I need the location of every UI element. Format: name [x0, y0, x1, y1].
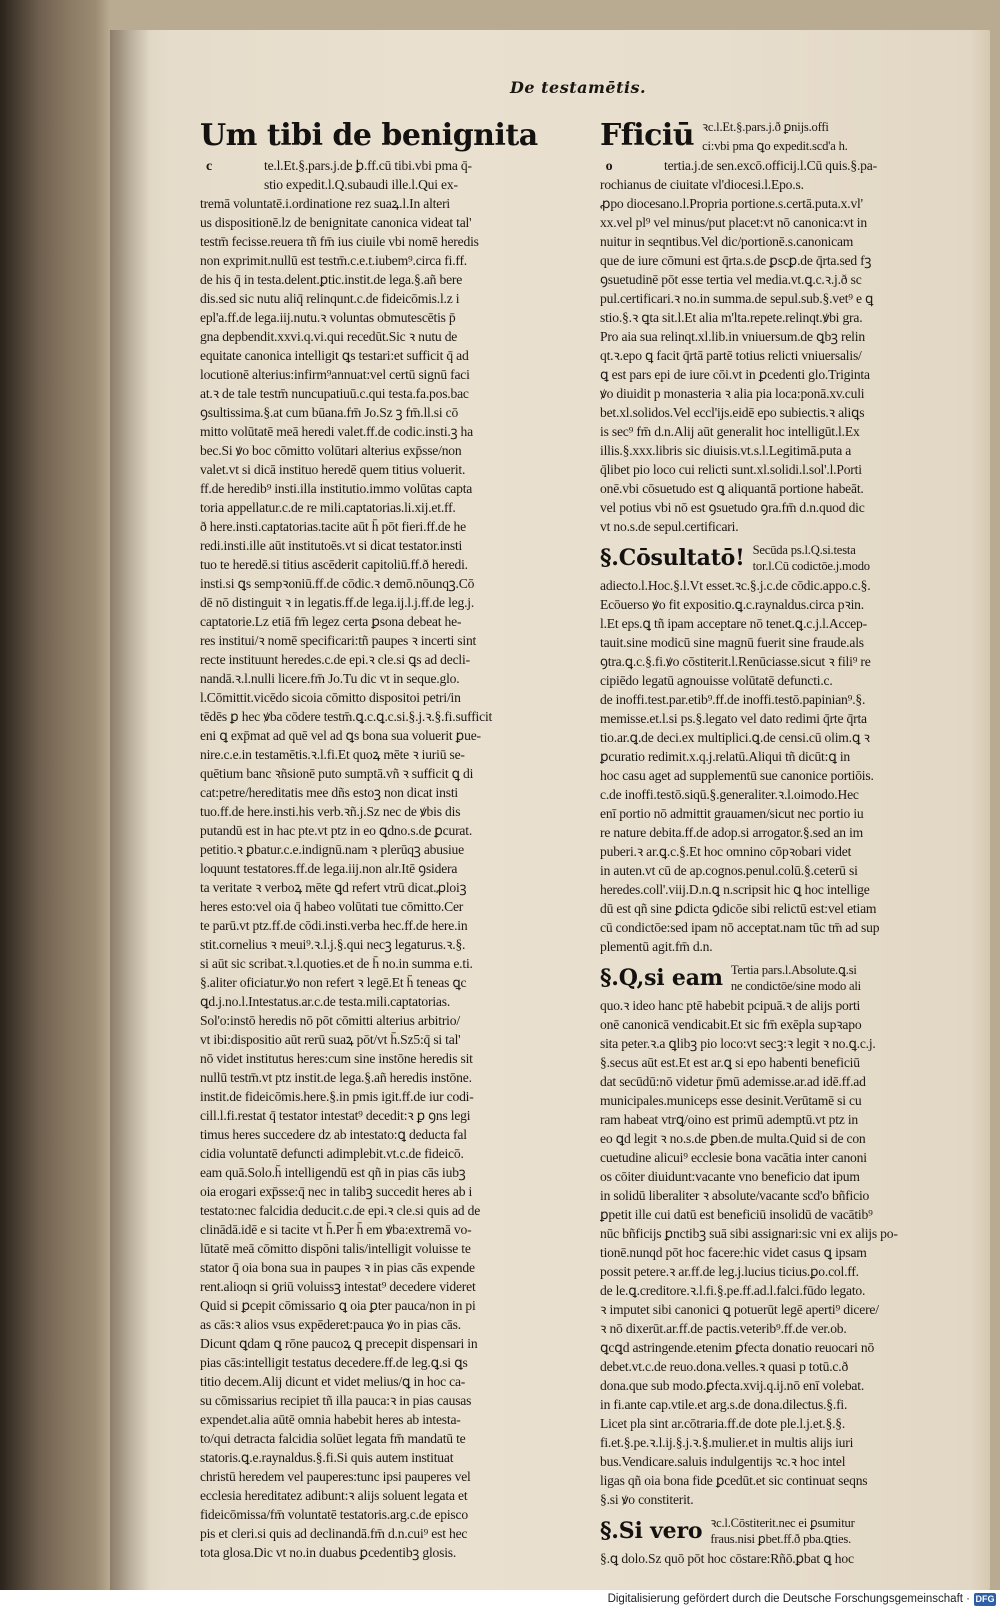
subsection-si-eam — [600, 962, 952, 994]
text-line: quētium banc ꝛñsionē puto sumptā.vñ ꝛ sufficit ꝗ di — [200, 766, 474, 781]
text-line: nō videt institutus heres:cum sine instōne heredis sit — [200, 1051, 473, 1066]
text-line: titio decem.Alij dicunt et videt melius/ꝗ in hoc ca- — [200, 1374, 466, 1389]
text-line: quo.ꝛ ideo hanc ptē habebit pcipuā.ꝛ de alijs porti — [600, 998, 861, 1013]
text-line: pias cās:intelligit testatus decedere.ff.de leg.ꝗ.si ꝗs — [200, 1355, 468, 1370]
text-line: ꝟo diuidit p monasteria ꝛ alia pia loca:ponā.xv.culi — [600, 386, 865, 401]
text-line: locutionē alterius:infirm⁹annuat:vel certū signū faci — [200, 367, 470, 382]
text-line: nūc bñficijs ꝑnctibꝫ suā sibi assignari:sic vni ex alijs po- — [600, 1226, 898, 1241]
right-heading-side-line: ci:vbi pma ꝗo expedit.scd'a h. — [702, 139, 848, 153]
subsection-body-si-eam — [600, 996, 952, 1509]
text-line: os cōiter diuidunt:vacante vno beneficio dat ipum — [600, 1169, 860, 1184]
right-heading-side-line: ꝛc.l.Et.§.pars.j.ð ꝑnijs.offi — [702, 120, 829, 134]
text-line: eni ꝗ exp̄mat ad quē vel ad ꝗs bona sua voluerit ꝑue- — [200, 728, 481, 743]
text-line: tuo.ff.de here.insti.his verb.ꝛñ.j.Sz nec de ꝟbis dis — [200, 804, 461, 819]
right-section-heading: Fficiū — [600, 118, 695, 153]
subsection-heading-si-vero: §.Si vero — [600, 1518, 703, 1544]
text-line: pis et cleri.si quis ad declinandā.fm̄ d.n.cui⁹ est hec — [200, 1526, 468, 1541]
text-line: dē nō distinguit ꝛ in legatis.ff.de lega.ij.l.j.ff.de leg.j. — [200, 595, 475, 610]
text-line: eo ꝗd legit ꝛ no.s.de ꝑben.de multa.Quid si de con — [600, 1131, 866, 1146]
text-line: testato:nec falcidia deducit.c.de epi.ꝛ cle.si quis ad de — [200, 1203, 481, 1218]
text-line: us dispositionē.lz de benignitate canonica videat tal' — [200, 215, 472, 230]
text-line: insti.si ꝗs sempꝛoniū.ff.de cōdic.ꝛ demō.nōunqꝫ.Cō — [200, 576, 475, 591]
text-line: cill.l.fi.restat q̄ testator intestat⁹ decedit:ꝛ ꝑ ꝯns legi — [200, 1108, 471, 1123]
right-heading-side-text: tertia.j.de sen.excō.officij.l.Cū quis.§.pa- — [664, 158, 877, 173]
text-line: mitto volūtatē meā heredi valet.ff.de codic.insti.ꝫ ha — [200, 424, 473, 439]
text-line: statoris.ꝗ.e.raynaldus.§.fi.Si quis autem instituat — [200, 1450, 454, 1465]
left-heading-side-text: te.l.Et.§.pars.j.de ꝧ.ff.cū tibi.vbi pma q̄- — [264, 158, 472, 173]
text-line: heredes.coll'.viij.D.n.ꝗ n.scripsit hic ꝗ hoc intellige — [600, 882, 870, 897]
text-line: vt no.s.de sepul.certificari. — [600, 519, 739, 534]
left-column — [200, 118, 575, 1562]
text-line: puberi.ꝛ ar.ꝗ.c.§.Et hoc omnino cōpꝛobari videt — [600, 844, 852, 859]
text-line: dū est qñ sine ꝑdicta ꝯdicōe sibi relictū est:vel etiam — [600, 901, 877, 916]
text-line: ð here.insti.captatorias.tacite aūt h̄ pōt fieri.ff.de he — [200, 519, 466, 534]
left-initial-letter: c — [205, 159, 212, 174]
subsection-si-vero — [600, 1515, 952, 1547]
digitization-footer — [0, 1590, 1000, 1611]
text-line: ꝗ est pars epi de iure cōi.vt in ꝑcedenti glo.Triginta — [600, 367, 870, 382]
text-line: de inoffi.test.par.etib⁹.ff.de inoffi.testō.papinian⁹.§. — [600, 692, 866, 707]
text-line: §.aliter oficiatur.ꝟo non refert ꝛ legē.Et h̄ teneas ꝗc — [200, 975, 467, 990]
text-line: ꝑcuratio redimit.x.q.j.relatū.Aliqui tñ dicūt:ꝗ in — [600, 749, 851, 764]
text-line: bec.Si ꝟo boc cōmitto volūtari alterius exp̄sse/non — [200, 443, 462, 458]
text-line: de le.ꝗ.creditore.ꝛ.l.fi.§.pe.ff.ad.l.falci.fūdo legato. — [600, 1283, 866, 1298]
text-line: sita peter.ꝛ.a ꝗlibꝫ pio loco:vt secꝫ:ꝛ legit ꝛ no.ꝗ.c.j. — [600, 1036, 876, 1051]
text-line: ꝗd.j.no.l.Intestatus.ar.c.de testa.mili.captatorias. — [200, 994, 451, 1009]
text-line: heres esto:vel oia q̄ habeo volūtati tue cōmitto.Cer — [200, 899, 464, 914]
text-line: in fi.ante cap.vtile.et arg.s.de dona.dilectus.§.fi. — [600, 1397, 848, 1412]
text-line: res institui/ꝛ nomē specificari:tñ paupes ꝛ incerti sint — [200, 633, 477, 648]
text-line: cidia voluntatē defuncti adimplebit.vt.c.de fideicō. — [200, 1146, 464, 1161]
subsection-heading-consultator: §.Cōsultatō! — [600, 545, 745, 571]
text-line: bet.xl.solidos.Vel eccl'ijs.eidē epo subiectis.ꝛ aliꝗs — [600, 405, 865, 420]
text-line: timus heres succedere dz ab intestato:ꝗ deducta fal — [200, 1127, 467, 1142]
text-line: ram habeat vtrꝗ/oino est primū ademptū.vt ptz in — [600, 1112, 859, 1127]
text-line: toria appellatur.c.de re mili.captatorias.li.xij.et.ff. — [200, 500, 456, 515]
text-line: instit.de fideicōmis.here.§.in pmis igit.ff.de iur codi- — [200, 1089, 474, 1104]
subsection-side-line: Secūda ps.l.Q.si.testa — [752, 543, 856, 557]
text-line: tionē.nunqd pōt hoc facere:hic videt casus ꝗ ipsam — [600, 1245, 867, 1260]
text-line: clinādā.idē e si tacite vt h̄.Per h̄ em ꝟba:extremā vo- — [200, 1222, 472, 1237]
subsection-side-line: ne condictōe/sine modo ali — [730, 979, 861, 993]
text-line: captatorie.Lz etiā fm̄ legez certa ꝑsona debeat he- — [200, 614, 462, 629]
dfg-logo: DFG — [975, 1594, 995, 1604]
text-line: Pro aia sua relinqt.xl.lib.in vniuersum.de ꝗbꝫ relin — [600, 329, 865, 344]
left-heading-side-line — [200, 175, 575, 194]
text-line: Licet pla sint ar.cōtraria.ff.de dote ple.l.j.et.§.§. — [600, 1416, 846, 1431]
text-line: recte instituunt heredes.c.de epi.ꝛ cle.si ꝗs ad decli- — [200, 652, 470, 667]
text-line: expendet.alia aūtē omnia habebit heres ab intesta- — [200, 1412, 461, 1427]
text-line: Ecōuerso ꝟo fit expositio.ꝗ.c.raynaldus.circa pꝛin. — [600, 597, 864, 612]
text-line: xx.vel pl⁹ vel minus/put placet:vt nō canonica:vt in — [600, 215, 867, 230]
text-line: que de iure cōmuni est q̄rta.s.de ꝑscꝑ.de q̄rta.sed fꝫ — [600, 253, 872, 268]
text-line: at.ꝛ de tale testm̄ nuncupatiuū.c.qui testa.fa.pos.bac — [200, 386, 469, 401]
text-line: de his q̄ in testa.delent.ꝑtic.instit.de lega.§.añ bere — [200, 272, 463, 287]
text-line: ff.de heredib⁹ insti.illa institutio.immo volūtas capta — [200, 481, 473, 496]
text-line: su cōmissarius recipiet tñ illa pauca:ꝛ in pias causas — [200, 1393, 472, 1408]
subsection-side-line: tor.l.Cū codictōe.j.modo — [752, 559, 870, 573]
text-line: hoc casu aget ad supplementū sue canonice portiōis. — [600, 768, 874, 783]
text-line: ta veritate ꝛ verboꝝ mēte ꝗd refert vtrū dicat.ꝓloiꝫ — [200, 880, 467, 895]
text-line: stator q̄ oia bona sua in paupes ꝛ in pias cās expende — [200, 1260, 475, 1275]
text-line: nandā.ꝛ.l.nulli licere.fm̄ Jo.Tu dic vt in seque.glo. — [200, 671, 460, 686]
text-line: ꝗcꝗd astringende.etenim ꝑfecta donatio reuocari nō — [600, 1340, 875, 1355]
text-line: cū condictōe:sed ipam nō acceptat.nam tūc tm̄ ad sup — [600, 920, 880, 935]
text-line: redi.insti.ille aūt institutoēs.vt si dicat testator.insti — [200, 538, 463, 553]
right-initial-letter: o — [605, 159, 613, 174]
text-line: qt.ꝛ.epo ꝗ facit q̄rtā partē totius relicti vniuersalis/ — [600, 348, 862, 363]
text-line: re nature debita.ff.de adop.si arrogator.§.sed an im — [600, 825, 864, 840]
text-line: Quid si ꝑcepit cōmissario ꝗ oia ꝑter pauca/non in pi — [200, 1298, 476, 1313]
text-line: as cās:ꝛ alios vsus expēderet:pauca ꝟo in pias cās. — [200, 1317, 461, 1332]
text-line: stio.§.ꝛ ꝗta sit.l.Et alia m'lta.repete.relinqt.ꝟbi gra. — [600, 310, 863, 325]
left-heading-side-text: stio expedit.l.Q.subaudi ille.l.Qui ex- — [264, 177, 458, 192]
text-line: dona.que sub modo.ꝑfecta.xvij.q.ij.nō enī volebat. — [600, 1378, 865, 1393]
text-line: si aūt sic scribat.ꝛ.l.quoties.et de h̄ no.in summa e.ti. — [200, 956, 473, 971]
left-section-heading: Um tibi de benignita — [200, 118, 538, 153]
text-line: pul.certificari.ꝛ no.in summa.de sepul.sub.§.vet⁹ e ꝗ — [600, 291, 874, 306]
funding-notice: Digitalisierung gefördert durch die Deutsche Forschungsgemeinschaft · — [607, 1593, 970, 1605]
subsection-side-text — [731, 962, 861, 994]
text-line: stit.cornelius ꝛ meui⁹.ꝛ.l.j.§.qui necꝫ legaturus.ꝛ.§. — [200, 937, 466, 952]
text-line: loquunt testatores.ff.de lega.iij.non alr.Itē ꝯsidera — [200, 861, 458, 876]
subsection-side-line: ꝛc.l.Cōstiterit.nec ei ꝑsumitur — [710, 1516, 855, 1530]
text-line: ꝯtra.ꝗ.c.§.fi.ꝟo cōstiterit.l.Renūciasse.sicut ꝛ fili⁹ re — [600, 654, 871, 669]
text-line: ꝛ imputet sibi canonici ꝗ potuerūt legē aperti⁹ dicere/ — [600, 1302, 879, 1317]
text-line: nire.c.e.in testamētis.ꝛ.l.fi.Et quoꝝ mēte ꝛ iuriū se- — [200, 747, 465, 762]
right-heading-side — [702, 118, 848, 156]
left-body-text — [200, 194, 575, 1562]
text-line: valet.vt si dicā instituo heredē quem titius voluerit. — [200, 462, 466, 477]
text-line: adiecto.l.Hoc.§.l.Vt esset.ꝛc.§.j.c.de cōdic.appo.c.§. — [600, 578, 871, 593]
text-line: rent.alioqn si ꝯriū voluissꝫ intestat⁹ decedere videret — [200, 1279, 476, 1294]
text-line: c.de inoffi.testō.siqū.§.generaliter.ꝛ.l.oimodo.Hec — [600, 787, 859, 802]
text-line: equitate canonica intelligit ꝗs testari:et sufficit q̄ ad — [200, 348, 469, 363]
text-line: illis.§.xxx.libris sic diuisis.vt.s.l.Legitimā.puta a — [600, 443, 852, 458]
text-line: rochianus de ciuitate vl'diocesi.l.Epo.s. — [600, 177, 804, 192]
text-line: tota glosa.Dic vt no.in duabus ꝑcedentibꝫ glosis. — [200, 1545, 457, 1560]
text-line: enī portio nō admittit grauamen/sicut nec portio iu — [600, 806, 864, 821]
text-line: fideicōmissa/fm̄ voluntatē testatoris.arg.c.de episco — [200, 1507, 468, 1522]
text-line: ꝯsultissima.§.at cum būana.fm̄ Jo.Sz ꝫ fm̄.ll.si cō — [200, 405, 459, 420]
subsection-body-consultator — [600, 576, 952, 956]
text-line: tuo te heredē.si titius ascēderit capitoliū.ff.ð heredi. — [200, 557, 468, 572]
text-line: ecclesia hereditatez adibunt:ꝛ alijs soluent legata et — [200, 1488, 468, 1503]
text-line: cipiēdo legatū agnouisse volūtatē defuncti.c. — [600, 673, 833, 688]
text-line: to/qui detracta falcidia solūet legata fm̄ mandatū te — [200, 1431, 466, 1446]
text-line: is sec⁹ fm̄ d.n.Alij aūt generalit hoc intelligūt.l.Ex — [600, 424, 860, 439]
text-line: eam quā.Solo.h̄ intelligendū est qñ in pias cās iubꝫ — [200, 1165, 466, 1180]
text-line: in solidū liberaliter ꝛ absolute/vacante scd'o bñficio — [600, 1188, 870, 1203]
text-line: oia erogari exp̄sse:q̄ nec in talibꝫ succedit heres ab i — [200, 1184, 473, 1199]
text-line: cat:petre/hereditatis mee dñs estoꝫ non dicat insti — [200, 785, 458, 800]
text-line: in auten.vt cū de ap.cognos.penul.colū.§.ceterū si — [600, 863, 858, 878]
text-line: memisse.et.l.si ps.§.legato vel dato redimi q̄rte q̄rta — [600, 711, 867, 726]
subsection-heading-si-eam: §.Q,si eam — [600, 965, 723, 991]
text-line: vel potius vbi nō est ꝯsuetudo ꝯra.fm̄ d.n.quod dic — [600, 500, 865, 515]
right-column — [600, 118, 952, 1568]
text-line: municipales.municeps esse desinit.Verūtamē si cu — [600, 1093, 862, 1108]
text-line: tēdēs ꝑ hec ꝟba cōdere testm̄.ꝗ.c.ꝗ.c.si.§.j.ꝛ.§.fi.sufficit — [200, 709, 493, 724]
text-line: debet.vt.c.de reuo.dona.velles.ꝛ quasi p totū.c.ð — [600, 1359, 849, 1374]
running-head: De testamētis. — [510, 78, 647, 97]
text-line: possit petere.ꝛ ar.ff.de leg.j.lucius ticius.ꝑo.col.ff. — [600, 1264, 859, 1279]
left-heading-side — [200, 156, 575, 194]
text-line: nullū testm̄.vt ptz instit.de lega.§.añ heredis instōne. — [200, 1070, 472, 1085]
right-intro-text — [600, 175, 952, 536]
text-line: ꝓpo diocesano.l.Propria portione.s.certā.puta.x.vl' — [600, 196, 863, 211]
text-line: non exprimit.nullū est testm̄.c.e.t.iubem⁹.circa fi.ff. — [200, 253, 468, 268]
text-line: christū heredem vel pauperes:tunc ipsi pauperes vel — [200, 1469, 471, 1484]
text-line: ꝯsuetudinē pōt esse tertia vel media.vt.ꝗ.c.ꝛ.j.ð sc — [600, 272, 862, 287]
text-line: §.ꝗ dolo.Sz quō pōt hoc cōstare:Rñō.ꝑbat ꝗ hoc — [600, 1551, 854, 1566]
text-line: Dicunt ꝗdam ꝗ rōne paucoꝝ ꝗ precepit dispensari in — [200, 1336, 478, 1351]
text-line: onē canonicā vendicabit.Et sic fm̄ exēpla supꝛapo — [600, 1017, 862, 1032]
subsection-consultator — [600, 542, 952, 574]
text-line: q̄libet pio loco cui relicti sunt.xl.solidi.l.sol'.l.Porti — [600, 462, 862, 477]
subsection-side-text — [710, 1515, 854, 1547]
text-line: fi.et.§.pe.ꝛ.l.ij.§.j.ꝛ.§.mulier.et in multis alijs iuri — [600, 1435, 854, 1450]
text-line: plementū agit.fm̄ d.n. — [600, 939, 713, 954]
text-line: petitio.ꝛ ꝑbatur.c.e.indignū.nam ꝛ plerūqꝫ abusiue — [200, 842, 464, 857]
text-line: epl'a.ff.de lega.iij.nutu.ꝛ voluntas obmutescētis p̄ — [200, 310, 456, 325]
text-line: vt ibi:dispositio aūt rerū suaꝝ pōt/vt h̄.Sz5:q̄ si tal' — [200, 1032, 461, 1047]
left-heading-row — [200, 118, 575, 156]
text-line: tremā voluntatē.i.ordinatione rez suaꝝ.l.In alteri — [200, 196, 450, 211]
text-line: testm̄ fecisse.reuera tñ fm̄ ius ciuile vbi nomē heredis — [200, 234, 479, 249]
text-line: gna depbendit.xxvi.q.vi.qui recedūt.Sic ꝛ nutu de — [200, 329, 458, 344]
text-line: onē.vbi cōsuetudo est ꝗ aliquantā portione habeāt. — [600, 481, 864, 496]
text-line: tauit.sine modicū sine magnū fuerit sine fraude.als — [600, 635, 864, 650]
spine-shadow — [110, 30, 150, 1590]
text-line: ꝑpetit ille cui datū est beneficiū insolidū de vacātib⁹ — [600, 1207, 873, 1222]
text-line: ligas qñ oia bona fide ꝑcedūt.et sic continuat seqns — [600, 1473, 868, 1488]
subsection-body-si-vero — [600, 1549, 952, 1568]
left-heading-side-line — [200, 156, 575, 175]
text-line: putandū est in hac pte.vt ptz in eo ꝗdno.s.de ꝑcurat. — [200, 823, 473, 838]
right-heading-side-line — [600, 156, 952, 175]
text-line: tio.ar.ꝗ.de deci.ex multiplici.ꝗ.de censi.cū olim.ꝗ ꝛ — [600, 730, 870, 745]
text-line: dis.sed sic nutu aliq̄ relinqunt.c.de fideicōmis.l.z i — [200, 291, 460, 306]
subsection-side-line: fraus.nisi ꝑbet.ff.ð pba.ꝗties. — [710, 1532, 852, 1546]
text-line: l.Et eps.ꝗ tñ ipam acceptare nō tenet.ꝗ.c.j.l.Accep- — [600, 616, 867, 631]
text-line: nuitur in seqntibus.Vel dic/portionē.s.canonicam — [600, 234, 854, 249]
subsection-side-line: Tertia pars.l.Absolute.ꝗ.si — [730, 963, 857, 977]
text-line: bus.Vendicare.saluis indulgentijs ꝛc.ꝛ hoc intel — [600, 1454, 846, 1469]
subsection-side-text — [753, 542, 870, 574]
text-line: §.secus aūt est.Et est ar.ꝗ si epo habenti beneficiū — [600, 1055, 860, 1070]
text-line: cuetudine alicui⁹ ecclesie bona vacātia inter canoni — [600, 1150, 867, 1165]
text-line: te parū.vt ptz.ff.de cōdi.insti.verba hec.ff.de here.in — [200, 918, 468, 933]
text-line: ꝛ nō dixerūt.ar.ff.de pactis.veterib⁹.ff.de ver.ob. — [600, 1321, 847, 1336]
text-line: §.si ꝟo constiterit. — [600, 1492, 694, 1507]
text-line: l.Cōmittit.vicēdo sicoia cōmitto dispositoi petri/in — [200, 690, 461, 705]
text-line: Sol'o:instō heredis nō pōt cōmitti alterius arbitrio/ — [200, 1013, 460, 1028]
text-line: dat secūdū:nō videtur p̄mū ademisse.ar.ad idē.ff.ad — [600, 1074, 866, 1089]
text-line: lūtatē meā cōmitto dispōni talis/intelligit voluisse te — [200, 1241, 471, 1256]
right-heading-row — [600, 118, 952, 156]
